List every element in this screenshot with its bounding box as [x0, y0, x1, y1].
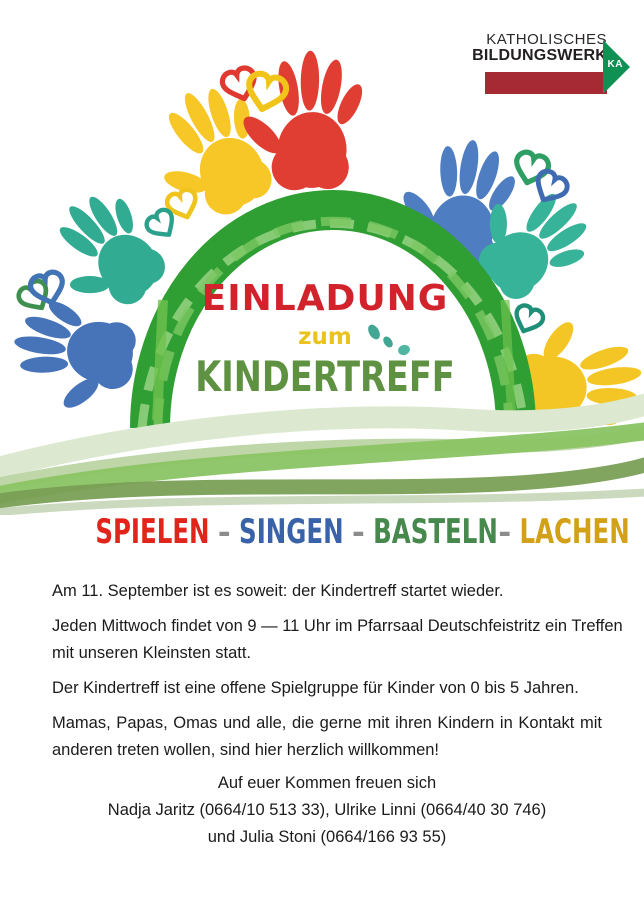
paragraph-description: Der Kindertreff ist eine offene Spielgruppe für Kinder von 0 bis 5 Jahren.: [52, 679, 579, 697]
tagline-word-basteln: BASTELN: [373, 512, 498, 552]
logo-text-bildungswerk: BILDUNGSWERK: [472, 47, 607, 64]
title-einladung: EINLADUNG: [201, 278, 449, 319]
tagline-dash-3: –: [498, 512, 511, 552]
contact-names-line: Nadja Jaritz (0664/10 513 33), Ulrike Linni (0664/40 30 746): [107, 801, 547, 819]
tagline-word-spielen: SPIELEN: [95, 512, 210, 552]
green-wave-band: [0, 402, 644, 513]
title-kindertreff: KINDERTREFF: [195, 352, 455, 401]
tagline-word-lachen: LACHEN: [519, 512, 630, 552]
tagline: [95, 512, 630, 552]
tagline-dash-1: –: [218, 512, 231, 552]
tagline-word-singen: SINGEN: [239, 512, 344, 552]
paragraph-schedule: Jeden Mittwoch findet von 9 — 11 Uhr im Pfarrsaal Deutschfeistritz ein Treffen mit unseren Kleinsten statt.: [52, 617, 623, 662]
contact-intro: Auf euer Kommen freuen sich: [217, 774, 437, 792]
paragraph-start-date: Am 11. September ist es soweit: der Kindertreff startet wieder.: [52, 582, 504, 600]
logo-badge-ka: KA: [607, 59, 623, 70]
body-text: [52, 578, 623, 772]
paragraph-welcome: Mamas, Papas, Omas und alle, die gerne mit ihren Kindern in Kontakt mit anderen treten wollen, sind hier herzlich willkommen!: [52, 714, 602, 759]
heart-green-right-icon: [512, 150, 551, 187]
title-zum: zum: [298, 324, 352, 350]
logo-text-katholisches: KATHOLISCHES: [486, 31, 607, 48]
contact-names-line-2: und Julia Stoni (0664/166 93 55): [207, 828, 447, 846]
tagline-dash-2: –: [352, 512, 365, 552]
contact-block: [52, 770, 602, 851]
